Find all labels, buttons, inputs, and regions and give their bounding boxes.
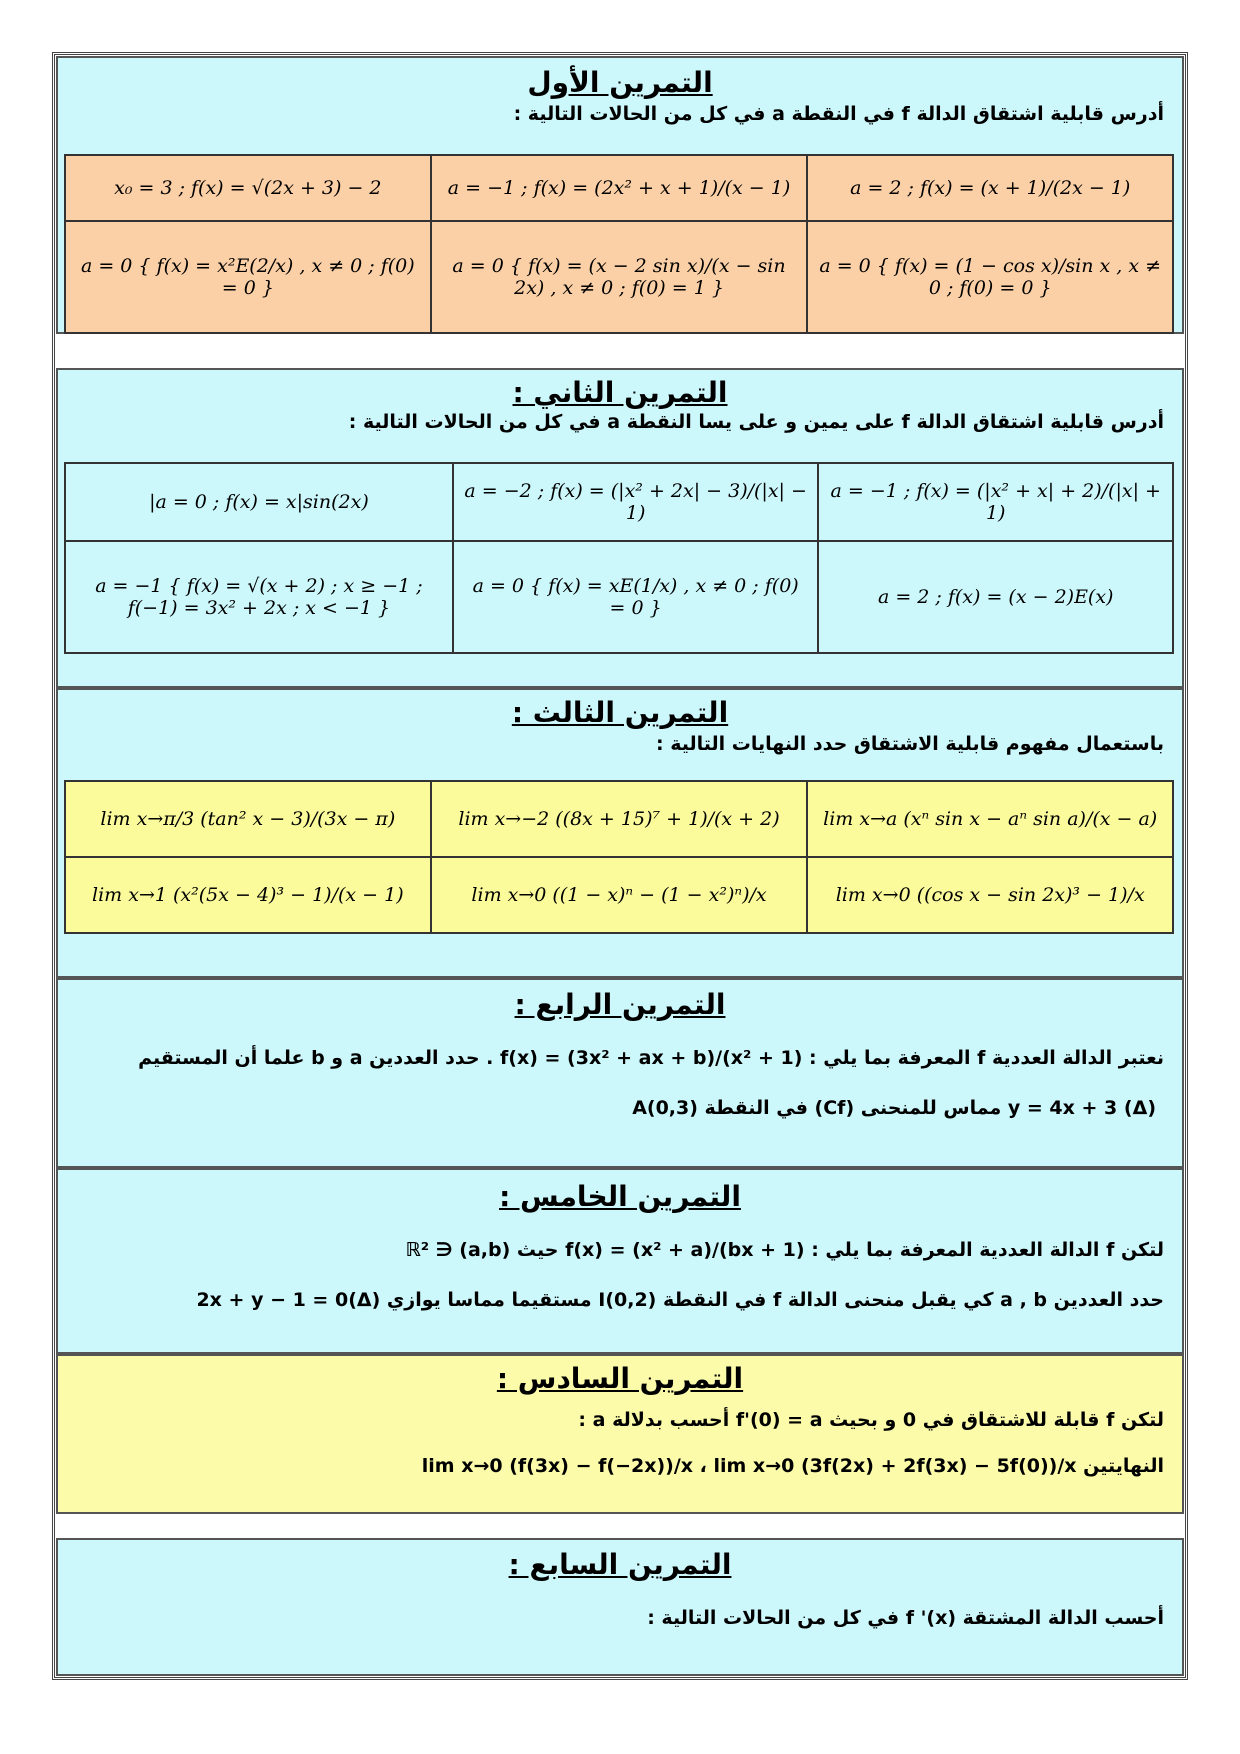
case-cell: a = −1 ; f(x) = (2x² + x + 1)/(x − 1) — [431, 155, 808, 221]
limit-cell: lim x→1 (x²(5x − 4)³ − 1)/(x − 1) — [65, 857, 431, 933]
case-cell: a = −1 { f(x) = √(x + 2) ; x ≥ −1 ; f(−1) = 3x² + 2x ; x < −1 } — [65, 541, 453, 653]
exercise-7 — [56, 1538, 1184, 1676]
case-cell: a = 0 { f(x) = (1 − cos x)/sin x , x ≠ 0 ; f(0) = 0 } — [807, 221, 1173, 333]
exercise-6-line-2: النهايتين lim x→0 (f(3x) − f(−2x))/x ، lim x→0 (3f(2x) + 2f(3x) − 5f(0))/x — [421, 1455, 1164, 1477]
exercise-5-line-1: لتكن f الدالة العددية المعرفة بما يلي : f(x) = (x² + a)/(bx + 1) حيث (a,b) ∈ ℝ² — [405, 1239, 1164, 1261]
exercise-3-table — [64, 780, 1174, 934]
exercise-1-table — [64, 154, 1174, 334]
case-cell: x₀ = 3 ; f(x) = √(2x + 3) − 2 — [65, 155, 431, 221]
limit-cell: lim x→π/3 (tan² x − 3)/(3x − π) — [65, 781, 431, 857]
exercise-4-line-1: نعتبر الدالة العددية f المعرفة بما يلي : f(x) = (3x² + ax + b)/(x² + 1) . حدد العددين a و b علما أن المستقيم — [138, 1047, 1164, 1069]
exercise-1-title: التمرين الأول — [527, 66, 713, 99]
exercise-2-table — [64, 462, 1174, 654]
exercise-7-statement: أحسب الدالة المشتقة f '(x) في كل من الحالات التالية : — [647, 1607, 1164, 1629]
exercise-5-line-2: حدد العددين a , b كي يقبل منحنى الدالة f في النقطة I(0,2) مستقيما مماسا يوازي (Δ)2x + y − 1 = 0 — [196, 1289, 1164, 1311]
exercise-2-title: التمرين الثاني : — [512, 376, 728, 409]
exercise-7-title: التمرين السابع : — [508, 1548, 732, 1581]
limit-cell: lim x→−2 ((8x + 15)⁷ + 1)/(x + 2) — [431, 781, 808, 857]
case-cell: a = 2 ; f(x) = (x − 2)E(x) — [818, 541, 1173, 653]
exercise-6-line-1: لتكن f قابلة للاشتقاق في 0 و بحيث f'(0) = a أحسب بدلالة a : — [578, 1409, 1164, 1431]
case-cell: a = 2 ; f(x) = (x + 1)/(2x − 1) — [807, 155, 1173, 221]
exercise-2 — [56, 368, 1184, 688]
exercise-4 — [56, 978, 1184, 1168]
exercise-6-title: التمرين السادس : — [496, 1362, 744, 1395]
case-cell: a = 0 { f(x) = xE(1/x) , x ≠ 0 ; f(0) = 0 } — [453, 541, 819, 653]
case-cell: a = −1 ; f(x) = (|x² + x| + 2)/(|x| + 1) — [818, 463, 1173, 541]
limit-cell: lim x→a (xⁿ sin x − aⁿ sin a)/(x − a) — [807, 781, 1173, 857]
exercise-6 — [56, 1354, 1184, 1514]
case-cell: a = 0 { f(x) = (x − 2 sin x)/(x − sin 2x) , x ≠ 0 ; f(0) = 1 } — [431, 221, 808, 333]
limit-cell: lim x→0 ((1 − x)ⁿ − (1 − x²)ⁿ)/x — [431, 857, 808, 933]
exercise-4-title: التمرين الرابع : — [514, 988, 726, 1021]
exercise-1 — [56, 56, 1184, 334]
exercise-3 — [56, 688, 1184, 978]
case-cell: a = 0 ; f(x) = x|sin(2x)| — [65, 463, 453, 541]
exercise-5 — [56, 1168, 1184, 1354]
exercise-4-line-2: (Δ) y = 4x + 3 مماس للمنحنى (Cf) في النقطة A(0,3) — [632, 1097, 1156, 1119]
limit-cell: lim x→0 ((cos x − sin 2x)³ − 1)/x — [807, 857, 1173, 933]
exercise-5-title: التمرين الخامس : — [499, 1180, 741, 1213]
case-cell: a = −2 ; f(x) = (|x² + 2x| − 3)/(|x| − 1) — [453, 463, 819, 541]
exercise-3-title: التمرين الثالث : — [511, 696, 729, 729]
exercise-2-statement: أدرس قابلية اشتقاق الدالة f على يمين و على يسا النقطة a في كل من الحالات التالية : — [348, 411, 1164, 433]
exercise-3-statement: باستعمال مفهوم قابلية الاشتقاق حدد النهايات التالية : — [656, 733, 1164, 755]
case-cell: a = 0 { f(x) = x²E(2/x) , x ≠ 0 ; f(0) = 0 } — [65, 221, 431, 333]
exercise-1-statement: أدرس قابلية اشتقاق الدالة f في النقطة a في كل من الحالات التالية : — [513, 103, 1164, 125]
